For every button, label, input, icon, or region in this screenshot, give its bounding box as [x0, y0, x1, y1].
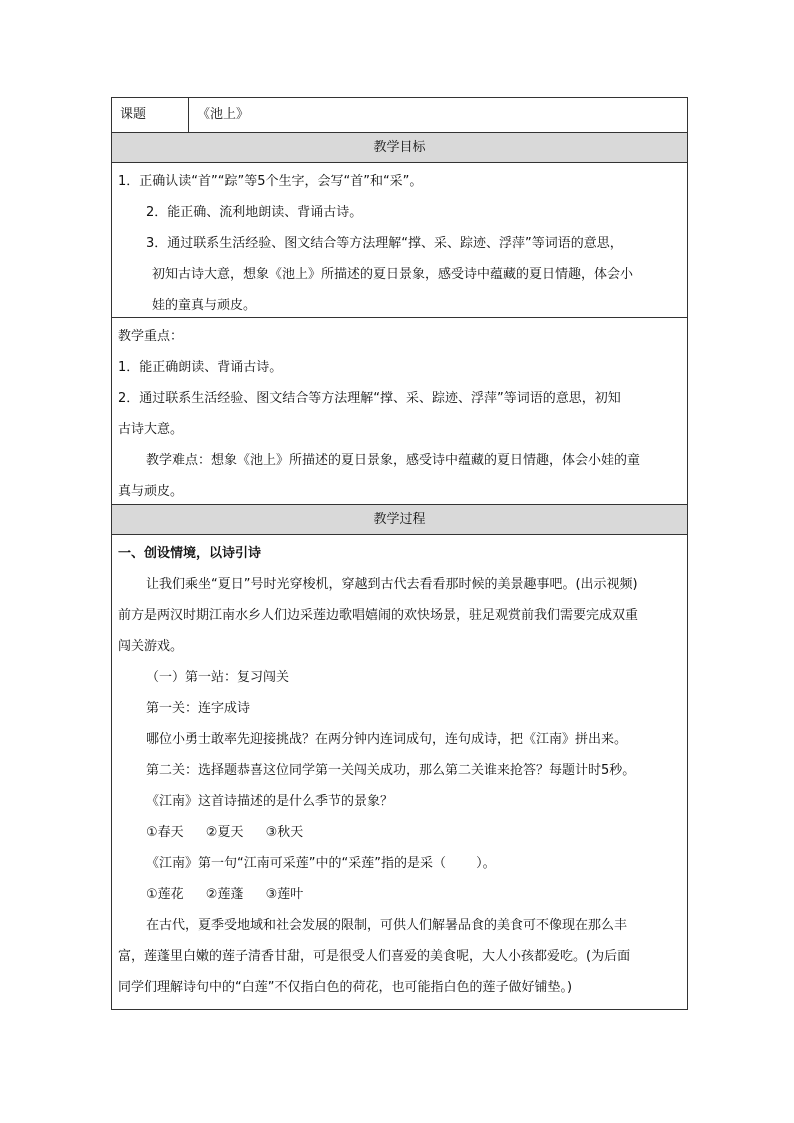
process-header: 教学过程	[112, 504, 687, 534]
question-1-options	[118, 817, 681, 848]
goal-item: 3．通过联系生活经验、图文结合等方法理解“撑、采、踪迹、浮萍”等词语的意思，	[146, 236, 623, 251]
title-row	[112, 98, 687, 132]
paragraph-line: 在古代，夏季受地域和社会发展的限制，可供人们解暑品食的美食可不像现在那么丰	[146, 918, 628, 933]
key-point-item: 古诗大意。	[118, 422, 184, 437]
difficulty-line: 真与顽皮。	[118, 484, 184, 499]
option: ③秋天	[265, 825, 304, 840]
title-value: 《池上》	[197, 107, 250, 122]
option: ③莲叶	[265, 887, 304, 902]
option: ①莲花	[146, 887, 184, 902]
intro-line: 前方是两汉时期江南水乡人们边采莲边歌唱嬉闹的欢快场景，驻足观赏前我们需要完成双重	[118, 608, 639, 623]
question-2: 《江南》第一句“江南可采莲”中的“采莲”指的是采（ ）。	[146, 856, 496, 871]
intro-line: 闯关游戏。	[118, 639, 184, 654]
key-points-section	[112, 317, 687, 504]
goals-section	[112, 162, 687, 317]
option: ②莲蓬	[205, 887, 244, 902]
level1-description: 哪位小勇士敢率先迎接挑战？在两分钟内连词成句，连句成诗，把《江南》拼出来。	[146, 732, 628, 747]
goal-item: 1．正确认读“首”“踪”等5个生字，会写“首”和“采”。	[118, 174, 423, 189]
question-1: 《江南》这首诗描述的是什么季节的景象？	[146, 794, 394, 809]
stage-title: （一）第一站：复习闯关	[146, 670, 290, 685]
difficulty-line: 教学难点：想象《池上》所描述的夏日景象，感受诗中蕴藏的夏日情趣，体会小娃的童	[146, 453, 641, 468]
option: ②夏天	[205, 825, 244, 840]
key-point-item: 2．通过联系生活经验、图文结合等方法理解“撑、采、踪迹、浮萍”等词语的意思，初知	[118, 391, 621, 406]
section-title: 一、创设情境，以诗引诗	[118, 546, 262, 561]
goals-header: 教学目标	[112, 132, 687, 162]
paragraph-line: 富，莲蓬里白嫩的莲子清香甘甜，可是很受人们喜爱的美食呢，大人小孩都爱吃。(为后面	[118, 949, 631, 964]
title-label: 课题	[112, 98, 189, 132]
option: ①春天	[146, 825, 184, 840]
level2-title: 第二关：选择题恭喜这位同学第一关闯关成功，那么第二关谁来抢答？每题计时5秒。	[146, 763, 636, 778]
goal-item: 初知古诗大意，想象《池上》所描述的夏日景象，感受诗中蕴藏的夏日情趣，体会小	[152, 267, 634, 282]
goal-item: 2．能正确、流利地朗读、背诵古诗。	[146, 205, 363, 220]
key-point-item: 1．能正确朗读、背诵古诗。	[118, 360, 283, 375]
level1-title: 第一关：连字成诗	[146, 701, 251, 716]
lesson-plan-table	[111, 97, 688, 1010]
paragraph-line: 同学们理解诗句中的“白莲”不仅指白色的荷花，也可能指白色的莲子做好铺垫。)	[118, 980, 573, 995]
goal-item: 娃的童真与顽皮。	[152, 298, 257, 313]
question-2-options	[118, 879, 681, 910]
intro-line: 让我们乘坐“夏日”号时光穿梭机，穿越到古代去看看那时候的美景趣事吧。(出示视频)	[146, 577, 638, 592]
key-points-label: 教学重点：	[118, 329, 184, 344]
process-section	[112, 534, 687, 1009]
